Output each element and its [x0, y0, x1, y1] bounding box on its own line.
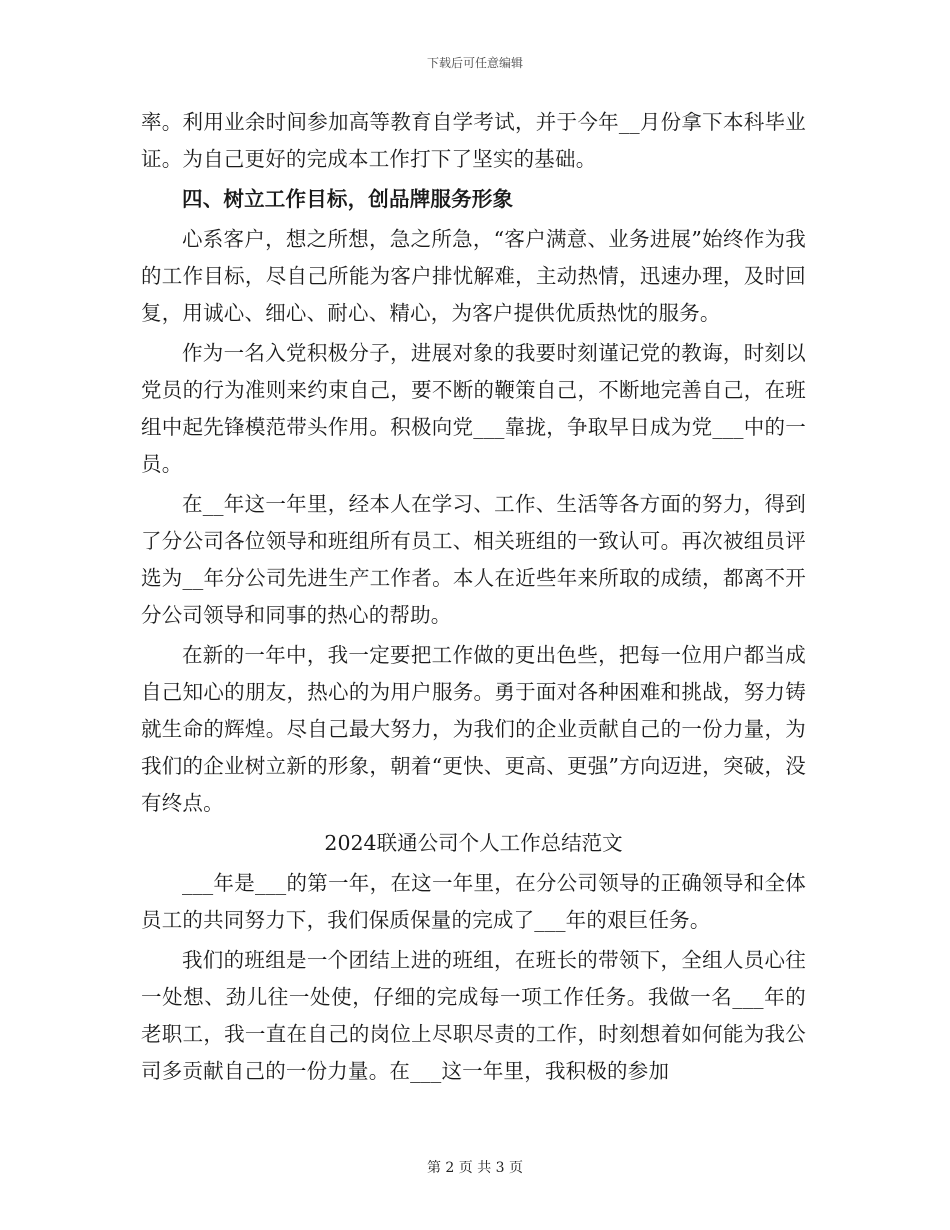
page-header: 下载后可任意编辑	[426, 56, 523, 70]
paragraph-intro: ___年是___的第一年，在这一年里，在分公司领导的正确领导和全体员工的共同努力下，我们保质保量的完成了___年的艰巨任务。	[141, 871, 806, 932]
paragraph-year-review: 在__年这一年里，经本人在学习、工作、生活等各方面的努力，得到了分公司各位领导和班组所有员工、相关班组的一致认可。再次被组员评选为__年分公司先进生产工作者。本人在近些年来所取的成绩，都离不开分公司领导和同事的热心的帮助。	[141, 492, 806, 627]
document-title: 2024联通公司个人工作总结范文	[324, 831, 623, 855]
section-heading: 四、树立工作目标，创品牌服务形象	[182, 187, 514, 211]
paragraph-continuation: 率。利用业余时间参加高等教育自学考试，并于今年__月份拿下本科毕业证。为自己更好的完成本工作打下了坚实的基础。	[141, 110, 806, 171]
paragraph-party-activist: 作为一名入党积极分子，进展对象的我要时刻谨记党的教诲，时刻以党员的行为准则来约束自己，要不断的鞭策自己，不断地完善自己，在班组中起先锋模范带头作用。积极向党___靠拢，争取早日成为党___中的一员。	[141, 341, 806, 476]
paragraph-customer-service: 心系客户，想之所想，急之所急，“客户满意、业务进展”始终作为我的工作目标，尽自己所能为客户排忧解难，主动热情，迅速办理，及时回复，用诚心、细心、耐心、精心，为客户提供优质热忱的服务。	[141, 227, 806, 325]
paragraph-new-year-goals: 在新的一年中，我一定要把工作做的更出色些，把每一位用户都当成自己知心的朋友，热心的为用户服务。勇于面对各种困难和挑战，努力铸就生命的辉煌。尽自己最大努力，为我们的企业贡献自己的一份力量，为我们的企业树立新的形象，朝着“更快、更高、更强”方向迈进，突破，没有终点。	[141, 643, 806, 815]
paragraph-team: 我们的班组是一个团结上进的班组，在班长的带领下，全组人员心往一处想、劲儿往一处使，仔细的完成每一项工作任务。我做一名___年的老职工，我一直在自己的岗位上尽职尽责的工作，时刻想着如何能为我公司多贡献自己的一份力量。在___这一年里，我积极的参加	[141, 948, 806, 1083]
document-body	[141, 104, 806, 1093]
page-footer: 第 2 页 共 3 页	[426, 1160, 524, 1176]
